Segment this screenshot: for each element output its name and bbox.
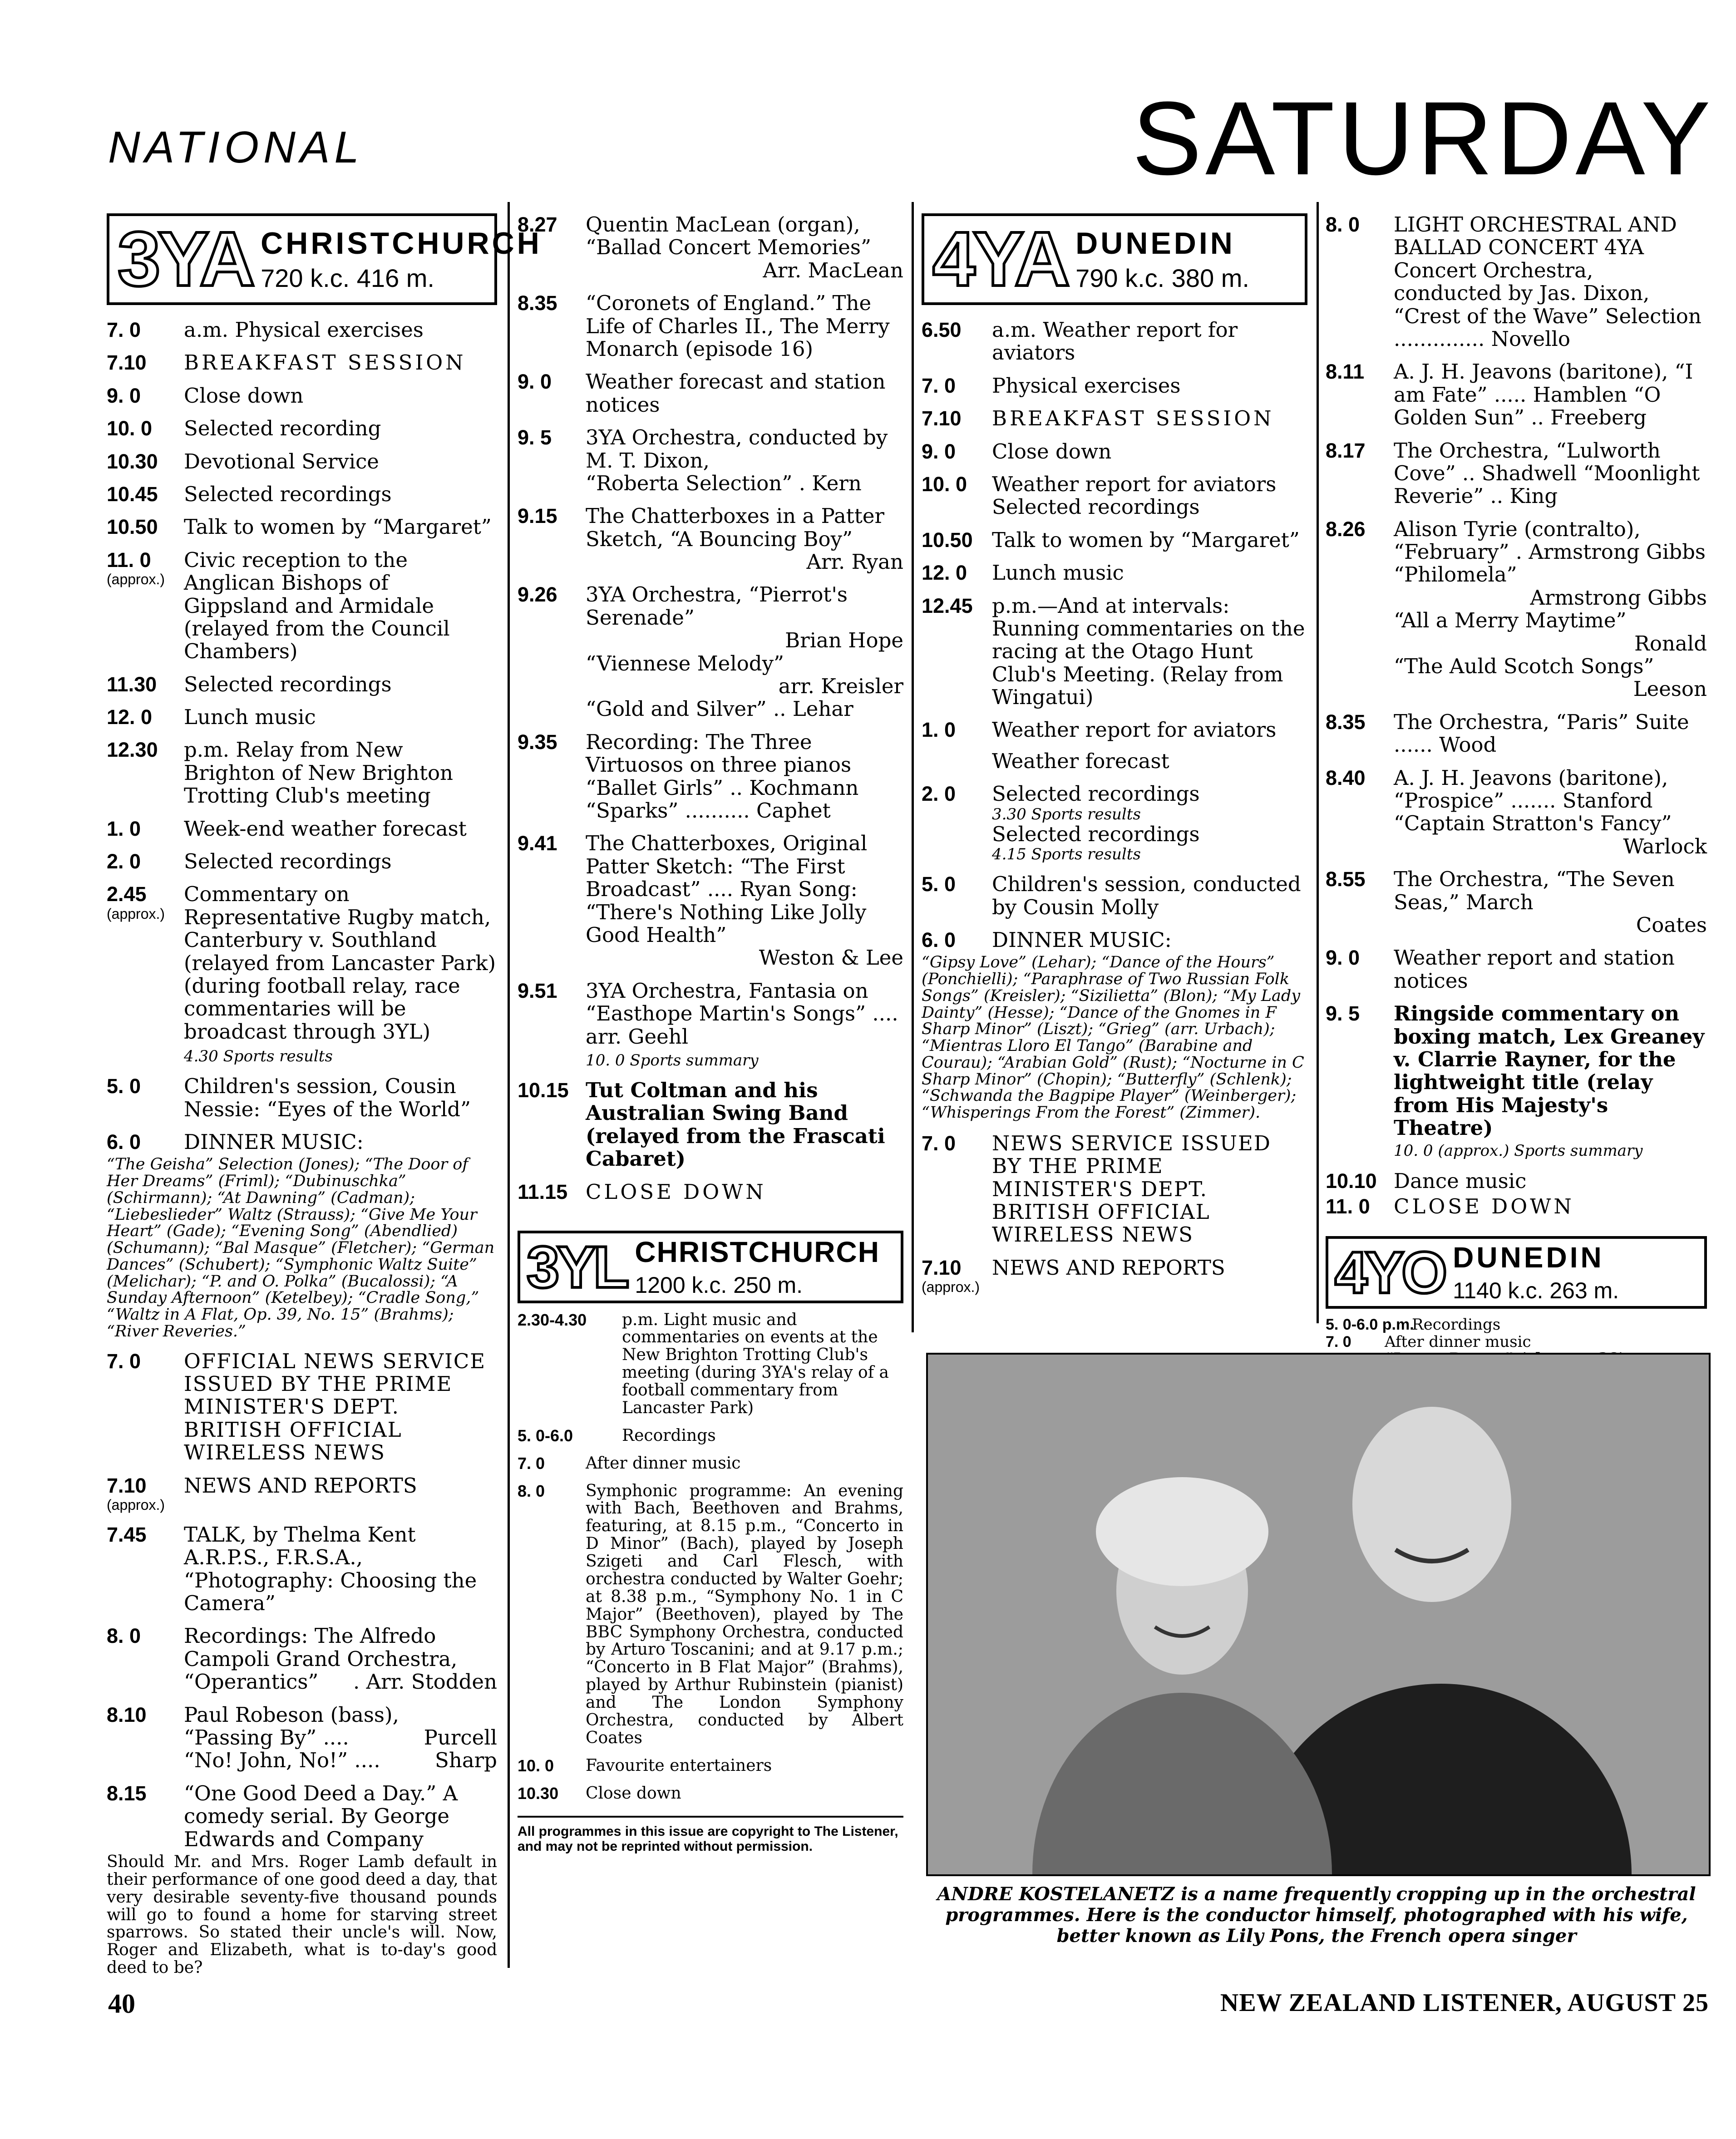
programme-item: 12. 0 Lunch music <box>107 705 316 729</box>
programme-item: 9.35 Recording: The Three Virtuosos on three pianos “Ballet Girls” .. Kochmann “Sparks” .......... Caphet <box>518 729 859 823</box>
column-rule <box>912 202 914 1332</box>
programme-item: 8.15 “One Good Deed a Day.” A comedy serial. By George Edwards and Company <box>107 1781 458 1851</box>
station-call-sign: 4YO <box>1335 1239 1445 1306</box>
programme-item: 7. 0 NEWS SERVICE ISSUED BY THE PRIME MINISTER'S DEPT. BRITISH OFFICIAL WIRELESS NEWS <box>922 1131 1271 1247</box>
programme-item: 5. 0-6.0 Recordings <box>518 1426 716 1445</box>
copyright-notice: All programmes in this issue are copyright to The Listener, and may not be reprinted without permission. <box>518 1816 903 1854</box>
programme-item: 7. 0 After dinner music <box>1326 1332 1531 1351</box>
station-frequency: 790 k.c. 380 m. <box>1075 263 1249 292</box>
station-frequency: 1200 k.c. 250 m. <box>635 1272 803 1298</box>
programme-item: 8. 0 LIGHT ORCHESTRAL AND BALLAD CONCERT 4YA Concert Orchestra, conducted by Jas. Dixon, “Crest of the Wave” Selection .............. Novello <box>1326 212 1701 351</box>
page-number: 40 <box>108 1989 135 2019</box>
programme-item: 7. 0 After dinner music <box>518 1454 741 1473</box>
programme-item: 10.45 Selected recordings <box>107 482 392 506</box>
programme-item: 2. 0 Selected recordings 3.30 Sports results Selected recordings 4.15 Sports results <box>922 782 1200 864</box>
programme-item: 7. 0 a.m. Physical exercises <box>107 318 424 342</box>
station-city: DUNEDIN <box>1453 1241 1604 1274</box>
day-title: SATURDAY <box>1132 80 1714 197</box>
programme-item: 7.45 TALK, by Thelma Kent A.R.P.S., F.R.S.A., “Photography: Choosing the Camera” <box>107 1522 477 1615</box>
programme-item: 9. 0 Weather forecast and station notices <box>518 370 886 417</box>
programme-item: 10.30 Close down <box>518 1784 681 1803</box>
programme-item: 5. 0 Children's session, Cousin Nessie: “Eyes of the World” <box>107 1074 471 1121</box>
programme-item: 8.17 The Orchestra, “Lulworth Cove” .. Shadwell “Moonlight Reverie” .. King <box>1326 438 1700 508</box>
programme-item: 2.45 (approx.) Commentary on Representative Rugby match, Canterbury v. Southland (relayed from Lancaster Park) (during football relay, race commentaries will be broadcast through 3YL) 4.30 Sports results <box>107 883 497 1065</box>
station-city: DUNEDIN <box>1075 226 1235 261</box>
station-box-4ya <box>922 213 1307 305</box>
couple-photo-illustration <box>928 1355 1709 1874</box>
programme-item: 7. 0 Physical exercises <box>922 373 1181 398</box>
photo-caption: ANDRE KOSTELANETZ is a name frequently cropping up in the orchestral programmes. Here is the conductor himself, photographed with his wife, better known as Lily Pons, the French opera singer <box>937 1883 1696 1947</box>
programme-item: 8.35 The Orchestra, “Paris” Suite ...... Wood <box>1326 710 1689 757</box>
programme-item: 10. 0 Favourite entertainers <box>518 1756 772 1775</box>
station-box-3ya <box>107 213 542 305</box>
programme-item: 9. 0 Close down <box>922 439 1112 463</box>
programme-item: 10.30 Devotional Service <box>107 449 379 473</box>
programme-item: 5. 0 Children's session, conducted by Cousin Molly <box>922 872 1301 919</box>
programme-item: 6. 0 DINNER MUSIC: <box>922 927 1172 952</box>
programme-item: 1. 0 Weather report for aviators Weather forecast <box>922 718 1277 773</box>
programme-item: 10. 0 Selected recording <box>107 416 381 441</box>
station-call-sign: 4YA <box>932 216 1068 302</box>
programme-item: 2. 0 Selected recordings <box>107 849 392 874</box>
column-3ya-evening <box>518 213 903 1854</box>
programme-item: 9. 0 Weather report and station notices <box>1326 946 1675 993</box>
programme-item: 11. 0 CLOSE DOWN <box>1326 1194 1574 1218</box>
programme-item: 8.55 The Orchestra, “The Seven Seas,” March Coates <box>1326 867 1707 937</box>
photograph <box>926 1353 1711 1876</box>
sports-note: 4.30 Sports results <box>184 1047 333 1066</box>
station-call-sign: 3YL <box>527 1233 627 1300</box>
dinner-music-list: “The Geisha” Selection (Jones); “The Door of Her Dreams” (Friml); “Dubinuschka” (Schirmann); “At Dawning” (Cadman); “Liebeslieder” Waltz (Strauss); “Give Me Your Heart” (Gade); “Evening Song” (Abendlied) (Schumann); “Bal Masque” (Fletcher); “German Dances” (Schubert); “Symphonic Waltz Suite” (Melichar); “P. and O. Polka” (Bucalossi); “A Sunday Afternoon” (Ketelbey); “Cradle Song,” “Waltz in A Flat, Op. 39, No. 15” (Brahms); “River Reveries.” <box>107 1155 495 1341</box>
programme-item: 7.10 BREAKFAST SESSION <box>922 406 1274 431</box>
column-3ya <box>107 213 542 1977</box>
programme-item: 7.10 (approx.) NEWS AND REPORTS <box>922 1255 1225 1296</box>
programme-item: 7.10 BREAKFAST SESSION <box>107 350 466 375</box>
programme-item: 6. 0 DINNER MUSIC: <box>107 1130 364 1154</box>
station-box-3yl <box>518 1231 903 1303</box>
programme-item: 9. 5 Ringside commentary on boxing match, Lex Greaney v. Clarrie Rayner, for the lightweight title (relay from His Majesty's Theatre) 10. 0 (approx.) Sports summary <box>1326 1001 1705 1160</box>
station-city: CHRISTCHURCH <box>635 1235 880 1268</box>
programme-item: 10.50 Talk to women by “Margaret” <box>107 515 492 539</box>
station-call-sign: 3YA <box>118 216 253 302</box>
programme-item: 8.27 Quentin MacLean (organ), “Ballad Concert Memories” Arr. MacLean <box>518 212 903 282</box>
station-city: CHRISTCHURCH <box>261 226 542 261</box>
programme-item: 9. 0 Close down <box>107 383 304 408</box>
serial-note: Should Mr. and Mrs. Roger Lamb default in their performance of one good deed a day, that very desirable seventy-five thousand pounds will go to found a home for starving street sparrows. So stated their uncle's will. Now, Roger and Elizabeth, what is to-day's good deed to be? <box>107 1852 497 1977</box>
section-label: NATIONAL <box>108 122 364 172</box>
programme-item: 7. 0 OFFICIAL NEWS SERVICE ISSUED BY THE PRIME MINISTER'S DEPT. BRITISH OFFICIAL WIRELESS NEWS <box>107 1349 486 1465</box>
programme-item: 8.40 A. J. H. Jeavons (baritone), “Prospice” ....... Stanford “Captain Stratton's Fancy” Warlock <box>1326 765 1707 858</box>
programme-item: 9. 5 3YA Orchestra, conducted by M. T. Dixon, “Roberta Selection” . Kern <box>518 425 888 495</box>
programme-item: 8.26 Alison Tyrie (contralto), “February” . Armstrong Gibbs “Philomela” Armstrong Gibbs “All a Merry Maytime” Ronald “The Auld Scotch Songs” Leeson <box>1326 517 1707 701</box>
programme-item: 11. 0 (approx.) Civic reception to the Anglican Bishops of Gippsland and Armidale (relayed from the Council Chambers) <box>107 547 450 664</box>
column-4ya <box>922 213 1307 1306</box>
man-head <box>1352 1407 1511 1602</box>
column-rule <box>1317 202 1319 1323</box>
programme-item: 8. 0 Recordings: The Alfredo Campoli Grand Orchestra, “Operantics” . Arr. Stodden <box>107 1624 497 1694</box>
programme-item: 5. 0-6.0 p.m. Recordings <box>1326 1315 1501 1334</box>
programme-item: 8. 0 Symphonic programme: An evening with Bach, Beethoven and Brahms, featuring, at 8.15 p.m., “Concerto in D Minor” (Bach), played by Joseph Szigeti and Carl Flesch, with orchestra conducted by Walter Goehr; at 8.38 p.m., “Symphony No. 1 in C Major” (Beethoven), played by The BBC Symphony Orchestra, conducted by Arturo Toscanini; and at 9.17 p.m.; “Concerto in B Flat Major” (Brahms), played by Arthur Rubinstein (pianist) and The London Symphony Orchestra, conducted by Albert Coates <box>518 1481 903 1747</box>
programme-item: 9.15 The Chatterboxes in a Patter Sketch, “A Bouncing Boy” Arr. Ryan <box>518 504 903 574</box>
programme-item: 8.10 Paul Robeson (bass), “Passing By” .... Purcell “No! John, No!” .... Sharp <box>107 1702 497 1773</box>
programme-item: 10. 0 Weather report for aviators Selected recordings <box>922 472 1277 519</box>
programme-item: 8.35 “Coronets of England.” The Life of Charles II., The Merry Monarch (episode 16) <box>518 291 890 361</box>
programme-item: 1. 0 Week-end weather forecast <box>107 816 467 841</box>
programme-item: 12.30 p.m. Relay from New Brighton of New Brighton Trotting Club's meeting <box>107 738 454 808</box>
programme-item: 10.10 Dance music <box>1326 1168 1527 1193</box>
station-box-4yo <box>1326 1236 1707 1309</box>
programme-item: 10.50 Talk to women by “Margaret” <box>922 527 1300 552</box>
programme-item: 2.30-4.30 p.m. Light music and commentaries on events at the New Brighton Trotting Club's meeting (during 3YA's relay of a football commentary from Lancaster Park) <box>518 1310 889 1417</box>
programme-item: 8.11 A. J. H. Jeavons (baritone), “I am Fate” ..... Hamblen “O Golden Sun” .. Freeberg <box>1326 360 1693 430</box>
programme-item: 9.26 3YA Orchestra, “Pierrot's Serenade” Brian Hope “Viennese Melody” arr. Kreisler “Gold and Silver” .. Lehar <box>518 582 903 721</box>
publication-footer: NEW ZEALAND LISTENER, AUGUST 25 <box>1220 1989 1709 2017</box>
woman-hat <box>1096 1477 1268 1586</box>
programme-item: 9.41 The Chatterboxes, Original Patter Sketch: “The First Broadcast” .... Ryan Song: “There's Nothing Like Jolly Good Health” Weston & Lee <box>518 831 903 970</box>
programme-item: 10.15 Tut Coltman and his Australian Swing Band (relayed from the Frascati Cabaret) <box>518 1078 885 1171</box>
programme-item: 11.30 Selected recordings <box>107 672 392 696</box>
column-4ya-evening <box>1326 213 1707 1470</box>
column-rule <box>508 202 510 1968</box>
programme-item: 9.51 3YA Orchestra, Fantasia on “Easthope Martin's Songs” .... arr. Geehl 10. 0 Sports summary <box>518 978 898 1070</box>
dinner-music-list: “Gipsy Love” (Lehar); “Dance of the Hours” (Ponchielli); “Paraphrase of Two Russian Folk Songs” (Kreisler); “Sizilietta” (Blon); “My Lady Dainty” (Hesse); “Dance of the Gnomes in F Sharp Minor” (Liszt); “Grieg” (arr. Urbach); “Mientras Lloro El Tango” (Barabine and Courau); “Arabian Gold” (Rust); “Nocturne in C Sharp Minor” (Chopin); “Butterfly” (Schlenk); “Schwanda the Bagpipe Player” (Weinberger); “Whisperings From the Forest” (Zimmer). <box>922 953 1304 1122</box>
programme-item: 12. 0 Lunch music <box>922 561 1124 585</box>
programme-item: 12.45 p.m.—And at intervals: Running commentaries on the racing at the Otago Hunt Club's Meeting. (Relay from Wingatui) <box>922 593 1305 710</box>
programme-item: 7.10 (approx.) NEWS AND REPORTS <box>107 1473 417 1513</box>
station-frequency: 720 k.c. 416 m. <box>261 263 434 292</box>
programme-item: 11.15 CLOSE DOWN <box>518 1179 766 1204</box>
station-frequency: 1140 k.c. 263 m. <box>1453 1277 1619 1303</box>
programme-item: 6.50 a.m. Weather report for aviators <box>922 318 1238 365</box>
